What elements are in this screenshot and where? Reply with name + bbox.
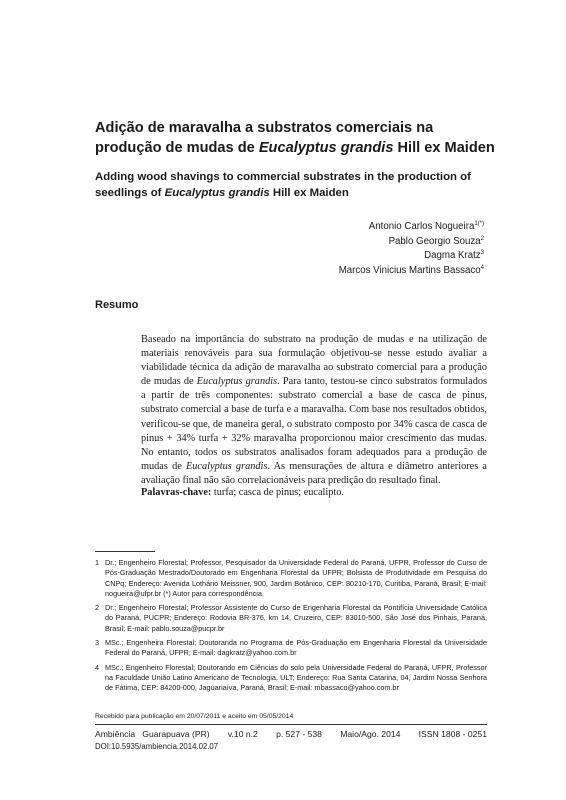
footnote: 2 Dr.; Engenheiro Florestal; Professor Assistente do Curso de Engenharia Florestal da Pontifícia Universidade Católica do Paraná, PUCPR; Endereço: Rodovia BR-376, km 14, Cruzeiro, CEP: 83010-500, São José dos Pinhais, Paraná, Brasil; E-mail: pablo.souza@pucpr.br [95, 603, 487, 633]
title-pt-part2: Hill ex Maiden [393, 140, 495, 156]
journal-volume: v.10 n.2 [227, 729, 258, 739]
keywords-text: turfa; casca de pinus; eucalipto. [211, 487, 345, 498]
author: Marcos Vinicius Martins Bassaco$^4$ [338, 264, 484, 276]
paper-title-en [95, 169, 495, 201]
title-en-part2: Hill ex Maiden [269, 187, 349, 199]
resumo-heading: Resumo [95, 299, 139, 311]
footer-divider [95, 724, 487, 725]
footnote-divider [95, 551, 155, 552]
author: Antonio Carlos Nogueira$^{1(*)}$ [368, 220, 484, 232]
author-list [339, 220, 484, 278]
footnote: 1 Dr.; Engenheiro Florestal; Professor, Pesquisador da Universidade Federal do Paraná, UFPR, Professor do Curso de Pós-Graduação Mestrado/Doutorado em Engenharia Florestal da UFPR; Bolsista de Produtividade em Pesquisa do CNPq; Endereço: Avenida Lothário Meissner, 900, Jardim Botânico, CEP: 80210-170, Curitiba, Paraná, Brasil; E-mail: nogueira@ufpr.br (*) Autor para correspondência. [95, 558, 487, 598]
author: Pablo Georgio Souza$^2$ [388, 235, 484, 247]
journal-name: Ambiência Guarapuava (PR) [95, 729, 210, 739]
author: Dagma Kratz$^3$ [424, 249, 484, 261]
title-en-part1: Adding wood shavings to commercial substrates in the production of seedlings of [95, 171, 471, 199]
title-pt-species: Eucalyptus grandis [258, 140, 394, 156]
journal-date: Maio/Ago. 2014 [340, 729, 401, 739]
received-date: Recebido para publicação em 20/07/2011 e aceito em 05/05/2014 [95, 713, 294, 720]
journal-issn: ISSN 1808 - 0251 [418, 729, 487, 739]
keywords [141, 487, 487, 498]
journal-footer [95, 729, 487, 739]
footnote: 4 MSc.; Engenheiro Florestal; Doutorando em Ciências do solo pela Universidade Federal do Paraná, UFPR, Professor na Faculdade União Latino Americano de Tecnologia, ULT; Endereço: Rua Santa Catarina, 04, Jardim Nossa Senhora de Fátima, CEP: 84200-000, Jaguariaíva, Paraná, Brasil; E-mail: mbassaco@yahoo.com.br [95, 662, 487, 693]
journal-pages: p. 527 - 538 [276, 729, 322, 739]
doi: DOI:10.5935/ambiencia.2014.02.07 [95, 742, 219, 751]
title-pt-part1: Adição de maravalha a substratos comerciais na produção de mudas de [95, 120, 434, 156]
abstract-body: Baseado na importância do substrato na produção de mudas e na utilização de materiais renováveis para sua formulação objetivou-se nesse estudo avaliar a viabilidade técnica da adição de maravalha ao substrato comercial para a produção de mudas de Eucalyptus grandis. Para tanto, testou-se cinco substratos formulados a partir de três componentes: substrato comercial a base de casca de pinus, substrato comercial a base de turfa e a maravalha. Com base nos resultados obtidos, verificou-se que, de maneira geral, o substrato composto por 34% casca de casca de pinus + 34% turfa + 32% maravalha proporcionou maior crescimento das mudas. No entanto, todos os substratos analisados foram adequados para a produção de mudas de Eucalyptus grandis. As mensurações de altura e diâmetro anteriores a avaliação final não são correlacionáveis para predição do resultado final. [141, 334, 488, 486]
footnotes [95, 558, 487, 698]
title-en-species: Eucalyptus grandis [164, 187, 270, 199]
footnote: 3 MSc.; Engenheira Florestal; Doutoranda no Programa de Pós-Graduação em Engenharia Florestal da Universidade Federal do Paraná, UFPR; E-mail: dagkratz@yahoo.com.br [95, 638, 487, 658]
keywords-label: Palavras-chave: [141, 487, 212, 498]
paper-title-pt [95, 118, 495, 158]
